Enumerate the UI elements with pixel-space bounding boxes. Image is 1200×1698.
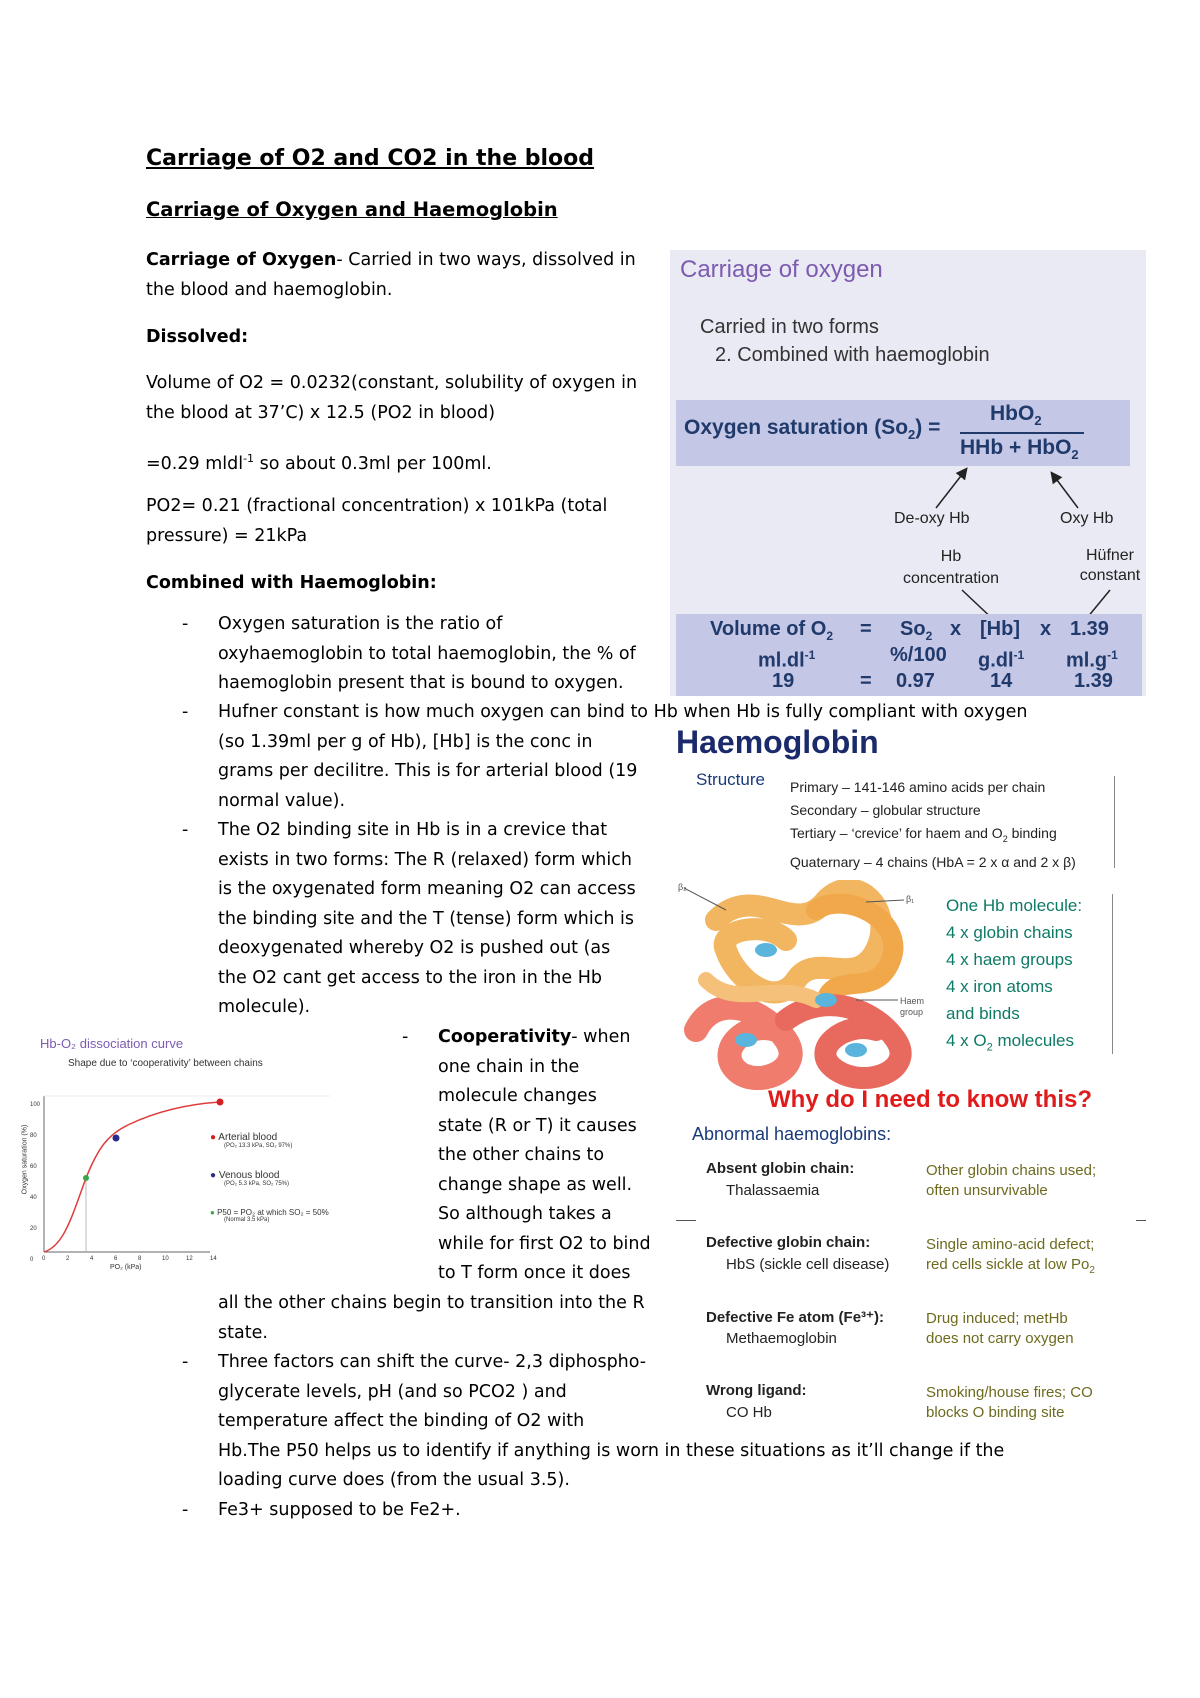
why-heading: Why do I need to know this? — [768, 1086, 1092, 1113]
eq-sub: 2 — [826, 629, 833, 643]
eq-times: x — [1040, 618, 1052, 640]
intro-text-2: the blood and haemoglobin. — [146, 279, 393, 300]
bullet-dash: - — [182, 1500, 189, 1520]
arterial-point — [217, 1099, 224, 1106]
bullet-dash: - — [402, 1027, 409, 1047]
bullet-line: the binding site and the T (tense) form which is — [218, 908, 634, 929]
molecule-sub: 2 — [986, 1041, 993, 1054]
slide-title: Carriage of oxygen — [680, 256, 883, 283]
x-tick: 0 — [42, 1256, 46, 1262]
table-divider — [676, 1220, 696, 1221]
table-divider — [1136, 1220, 1146, 1221]
y-ticks — [30, 1090, 40, 1276]
abnormal-r2: blocks O binding site — [926, 1404, 1065, 1421]
legend-label: Venous blood — [218, 1170, 280, 1181]
bullet-line: Hb.The P50 helps us to identify if anything is worn in these situations as it’ll change if the — [218, 1440, 1005, 1461]
bullet-line: Three factors can shift the curve- 2,3 diphospho- — [218, 1352, 647, 1372]
structure-label: Structure — [696, 770, 765, 789]
label-beta2: β₂ — [678, 882, 687, 892]
dissolved-result-sup: -1 — [243, 452, 255, 465]
bullet-saturation — [182, 610, 698, 699]
p50-point — [83, 1175, 89, 1181]
bullet-line: glycerate levels, pH (and so PCO2 ) and — [218, 1381, 567, 1402]
dissolved-line-1: Volume of O2 = 0.0232(constant, solubility of oxygen in — [146, 373, 638, 393]
cooperativity-continued — [218, 1289, 698, 1348]
x-tick: 6 — [114, 1256, 118, 1262]
structure-sub: 2 — [1002, 833, 1008, 844]
slide-line-1: Carried in two forms — [700, 316, 879, 338]
legend-dot: ● — [210, 1132, 217, 1143]
bullet-dash: - — [182, 1352, 189, 1372]
label-beta1: β₁ — [906, 894, 915, 904]
intro-label: Carriage of Oxygen — [146, 250, 337, 270]
eq-unit: ml.dl — [758, 649, 805, 672]
bullet-line: is the oxygenated form meaning O2 can access — [218, 879, 636, 899]
y-tick: 20 — [30, 1226, 37, 1232]
abnormal-sub: CO Hb — [726, 1404, 772, 1421]
x-tick: 2 — [66, 1256, 70, 1262]
eq-equals: = — [860, 670, 872, 692]
eq-unit: %/100 — [890, 644, 947, 666]
abnormal-r1: Smoking/house fires; CO — [926, 1384, 1093, 1401]
intro-text: - Carried in two ways, dissolved in — [336, 250, 636, 270]
eq-times: x — [950, 618, 962, 640]
bullet-line: the O2 cant get access to the iron in the Hb — [218, 967, 602, 988]
bullet-line: change shape as well. — [438, 1174, 633, 1195]
bullet-line: deoxygenated whereby O2 is pushed out (as — [218, 938, 611, 958]
molecule-item: and binds — [946, 1004, 1020, 1023]
y-tick: 60 — [30, 1164, 37, 1170]
legend-dot: ● — [210, 1170, 217, 1181]
abnormal-head: Defective globin chain: — [706, 1234, 871, 1251]
structure-quaternary: Quaternary – 4 chains (HbA = 2 x α and 2 x β) — [790, 853, 1076, 870]
abnormal-r2 — [926, 1256, 1095, 1276]
abnormal-r1: Single amino-acid defect; — [926, 1236, 1095, 1253]
abnormal-sub2: 2 — [1089, 1265, 1095, 1276]
bullet-line: normal value). — [218, 790, 346, 811]
dissolved-line-2: the blood at 37’C) x 12.5 (PO2 in blood) — [146, 402, 496, 423]
bullet-fe — [182, 1496, 698, 1526]
abnormal-sub: Methaemoglobin — [726, 1330, 837, 1347]
curve-title: Hb-O₂ dissociation curve — [40, 1036, 184, 1051]
molecule-item-end: molecules — [992, 1031, 1075, 1050]
x-axis-label: PO₂ (kPa) — [110, 1264, 142, 1271]
eq-value: 0.97 — [896, 670, 935, 692]
intro-paragraph — [146, 246, 666, 305]
denominator-text: HHb + HbO — [960, 436, 1072, 459]
eq-hb: [Hb] — [980, 618, 1020, 640]
bullet-line: (so 1.39ml per g of Hb), [Hb] is the conc in — [218, 731, 593, 752]
legend-venous — [210, 1170, 289, 1187]
eq-sup: -1 — [1013, 648, 1025, 662]
arrow-oxy — [1054, 476, 1078, 508]
bullet-line: molecule changes — [438, 1086, 597, 1106]
eq-unit: ml.g — [1066, 649, 1108, 672]
abnormal-head: Defective Fe atom (Fe³⁺): — [706, 1309, 884, 1326]
eq-value: 19 — [772, 670, 795, 692]
hufner-line-1: Hüfner — [1085, 547, 1135, 564]
eq-sub: 2 — [925, 629, 933, 643]
bullet-line: exists in two forms: The R (relaxed) form which — [218, 849, 632, 870]
structure-divider — [1114, 776, 1115, 868]
x-tick: 8 — [138, 1256, 142, 1262]
curve-plot — [20, 1076, 350, 1276]
eq-volume: Volume of O — [710, 618, 827, 640]
numerator-text: HbO — [990, 402, 1035, 425]
x-tick: 12 — [186, 1256, 193, 1262]
dissolved-paragraph — [146, 369, 706, 428]
eq-equals: = — [860, 618, 872, 640]
legend-sub: (PO₂ 13.3 kPa, SO₂ 97%) — [224, 1143, 293, 1149]
abnormal-head: Wrong ligand: — [706, 1382, 807, 1399]
abnormal-r2: does not carry oxygen — [926, 1330, 1074, 1347]
label-oxy: Oxy Hb — [1060, 510, 1114, 527]
dissolved-result — [146, 444, 492, 479]
label-deoxy: De-oxy Hb — [894, 510, 970, 527]
saturation-label-text: Oxygen saturation (So — [684, 416, 909, 439]
molecule-facts — [946, 892, 1082, 1061]
eq-value: 14 — [990, 670, 1013, 692]
venous-point — [113, 1135, 120, 1142]
label-hb-conc — [896, 546, 1006, 590]
bullet-line: Hufner constant is how much oxygen can bind to Hb when Hb is fully compliant with oxygen — [218, 702, 1028, 722]
eq-unit: g.dl — [978, 649, 1014, 672]
legend-sub: (PO₂ 5.3 kPa, SO₂ 75%) — [224, 1181, 290, 1187]
bullet-line: grams per decilitre. This is for arterial blood (19 — [218, 761, 638, 781]
bullet-line: - when — [571, 1027, 631, 1047]
molecule-item: 4 x iron atoms — [946, 977, 1053, 996]
y-tick: 0 — [30, 1257, 34, 1263]
bullet-line: one chain in the — [438, 1056, 580, 1077]
structure-tertiary: Tertiary – ‘crevice’ for haem and O — [790, 825, 1003, 841]
cooperativity-label: Cooperativity — [438, 1027, 572, 1047]
bullet-line: while for first O2 to bind — [438, 1233, 651, 1254]
molecule-item: 4 x globin chains — [946, 923, 1073, 942]
y-tick: 100 — [30, 1102, 41, 1108]
abnormal-r1: Drug induced; metHb — [926, 1310, 1068, 1327]
abnormal-r2: often unsurvivable — [926, 1182, 1048, 1199]
facts-divider — [1112, 894, 1113, 1054]
bullet-line: state. — [218, 1322, 268, 1343]
label-haem-group: Haem group — [900, 996, 925, 1017]
molecule-item: 4 x haem groups — [946, 950, 1073, 969]
legend-label: P50 = PO₂ at which SO₂ = 50% — [217, 1208, 329, 1217]
slide-line-2: 2. Combined with haemoglobin — [715, 344, 990, 366]
legend-arterial — [210, 1132, 292, 1149]
bullet-dash: - — [182, 820, 189, 840]
x-tick: 10 — [162, 1256, 169, 1262]
eq-constant: 1.39 — [1070, 618, 1109, 640]
dissolved-heading: Dissolved: — [146, 327, 249, 347]
section-subtitle: Carriage of Oxygen and Haemoglobin — [146, 198, 558, 221]
numerator-sub: 2 — [1034, 413, 1042, 429]
bullet-line: loading curve does (from the usual 3.5). — [218, 1470, 570, 1490]
bullet-line: Fe3+ supposed to be Fe2+. — [218, 1500, 461, 1520]
label-hufner — [1074, 546, 1146, 586]
x-tick: 4 — [90, 1256, 94, 1262]
bullet-cooperativity — [402, 1023, 688, 1289]
hufner-line-2: constant — [1079, 567, 1141, 584]
eq-sup: -1 — [804, 648, 816, 662]
bullet-line: So although takes a — [438, 1204, 612, 1224]
abnormal-sub: HbS (sickle cell disease) — [726, 1256, 890, 1273]
bullet-binding-site — [182, 816, 698, 1023]
legend-dot: ● — [210, 1208, 215, 1217]
bullet-line: temperature affect the binding of O2 with — [218, 1411, 585, 1431]
saturation-label-end: ) = — [915, 416, 941, 439]
bullet-line: to T form once it does — [438, 1263, 631, 1283]
volume-equation — [670, 614, 1146, 696]
abnormal-sub: Thalassaemia — [726, 1182, 820, 1199]
dissolved-result-b: so about 0.3ml per 100ml. — [254, 453, 492, 474]
legend-sub: (Normal 3.5 kPa) — [224, 1217, 270, 1223]
structure-primary: Primary – 141-146 amino acids per chain — [790, 779, 1046, 795]
abnormal-r2-text: red cells sickle at low Po — [926, 1256, 1090, 1273]
bullet-dash: - — [182, 702, 189, 722]
dissolved-result-a: =0.29 mldl — [146, 453, 244, 474]
abnormal-r1: Other globin chains used; — [926, 1162, 1097, 1179]
eq-value: 1.39 — [1074, 670, 1113, 692]
bullet-dash: - — [182, 614, 189, 634]
hb-conc-line-1: Hb — [940, 548, 962, 565]
eq-sup: -1 — [1107, 648, 1118, 662]
x-tick: 14 — [210, 1256, 217, 1262]
slide-haemoglobin — [676, 724, 1156, 1424]
slide-carriage-of-oxygen — [670, 250, 1146, 696]
y-axis-label: Oxygen saturation (%) — [21, 1124, 29, 1195]
po2-line-1: PO2= 0.21 (fractional concentration) x 101kPa (total — [146, 496, 608, 516]
legend-p50 — [210, 1208, 329, 1223]
haemoglobin-molecule-image — [676, 880, 936, 1090]
y-tick: 80 — [30, 1133, 37, 1139]
dissociation-curve-figure — [20, 1036, 350, 1271]
eq-so: So — [900, 618, 926, 640]
po2-paragraph — [146, 492, 706, 551]
combined-heading: Combined with Haemoglobin: — [146, 573, 437, 593]
structure-list — [790, 776, 1076, 874]
abnormal-heading: Abnormal haemoglobins: — [692, 1124, 892, 1144]
haemoglobin-title: Haemoglobin — [676, 724, 879, 760]
abnormal-head: Absent globin chain: — [706, 1160, 855, 1177]
bullet-line: all the other chains begin to transition into the R — [218, 1293, 645, 1313]
bullet-line: The O2 binding site in Hb is in a crevice that — [218, 820, 608, 840]
bullet-line: Oxygen saturation is the ratio of — [218, 614, 503, 634]
bullet-line: molecule). — [218, 997, 311, 1017]
structure-tertiary-end: binding — [1007, 825, 1057, 841]
legend-label: Arterial blood — [218, 1132, 278, 1143]
arrow-deoxy — [936, 472, 964, 508]
molecule-title: One Hb molecule: — [946, 896, 1083, 915]
po2-line-2: pressure) = 21kPa — [146, 525, 308, 546]
dissociation-curve — [44, 1102, 220, 1252]
page-title: Carriage of O2 and CO2 in the blood — [146, 146, 595, 171]
bullet-line: the other chains to — [438, 1145, 605, 1165]
curve-subtitle: Shape due to ‘cooperativity’ between chains — [68, 1058, 263, 1069]
bullet-line: haemoglobin present that is bound to oxygen. — [218, 673, 624, 693]
bullet-line: state (R or T) it causes — [438, 1115, 637, 1136]
bullet-line: oxyhaemoglobin to total haemoglobin, the % of — [218, 643, 636, 664]
saturation-label-sub: 2 — [908, 427, 916, 443]
hb-conc-line-2: concentration — [902, 570, 1000, 587]
denominator-sub: 2 — [1071, 447, 1079, 463]
molecule-item: 4 x O — [946, 1031, 987, 1050]
structure-secondary: Secondary – globular structure — [790, 802, 981, 818]
y-tick: 40 — [30, 1195, 37, 1201]
